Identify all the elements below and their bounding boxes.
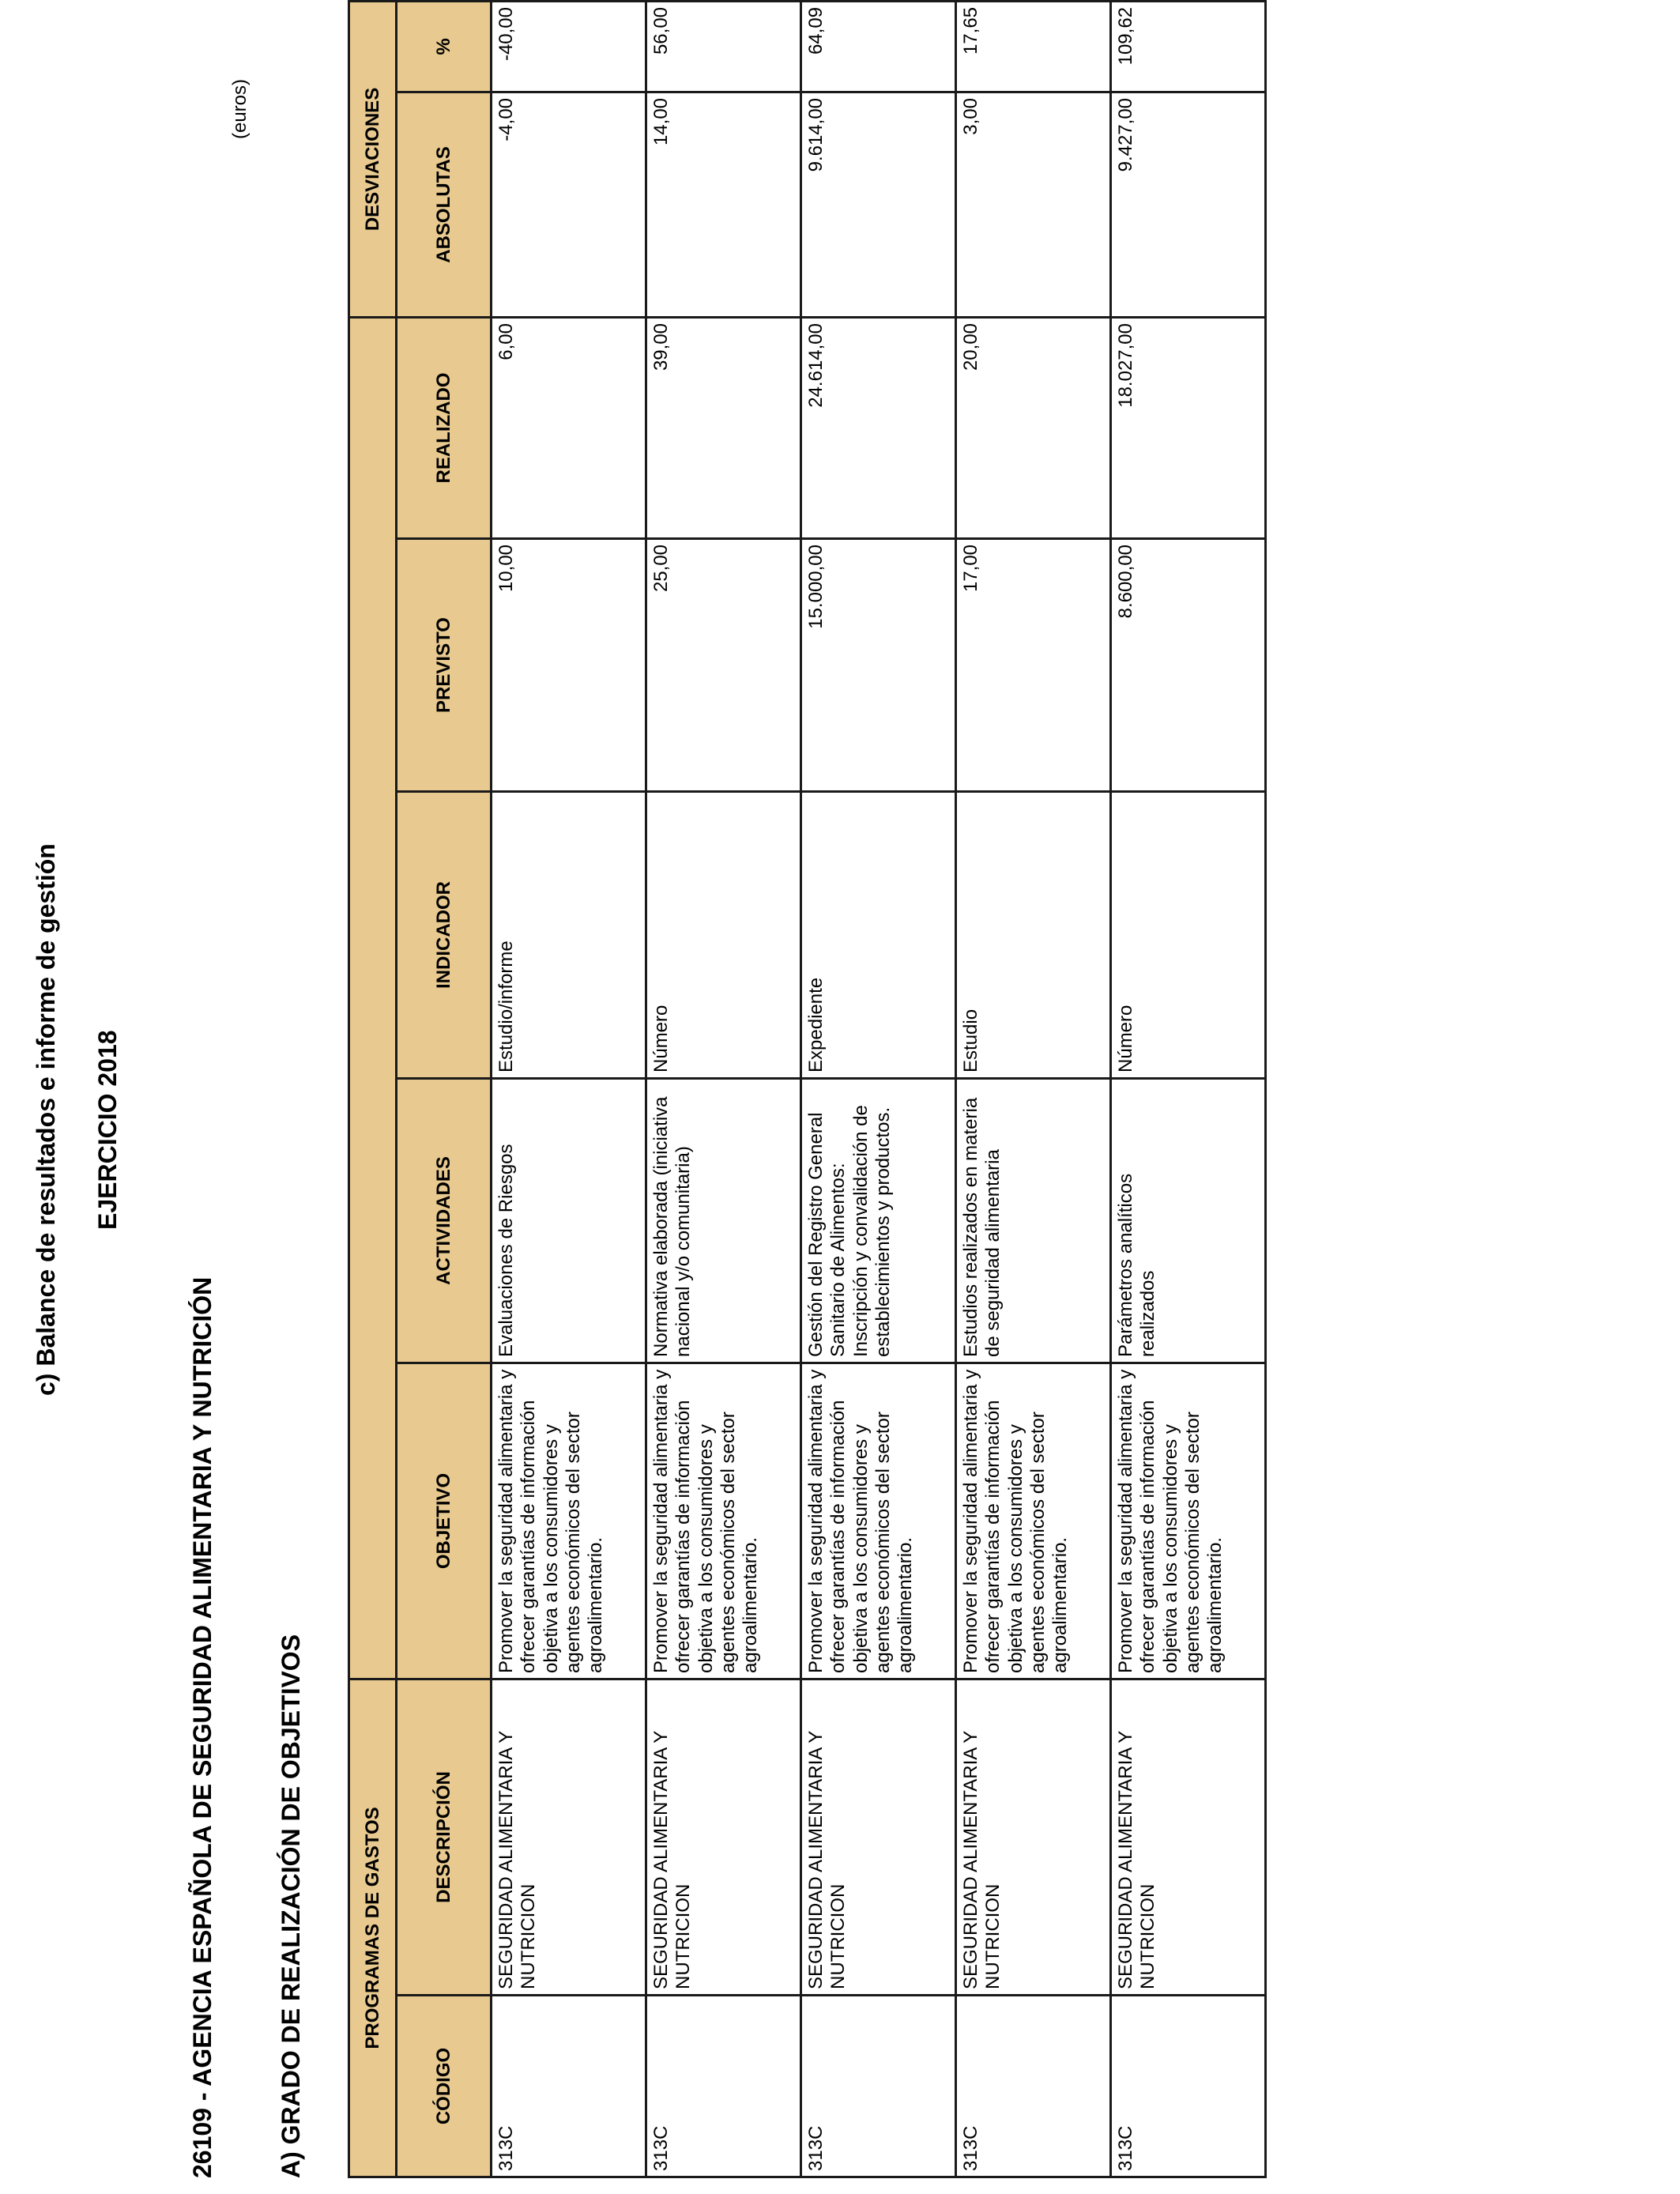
cell-percent: 56,00	[646, 1, 801, 92]
column-header-planned: PREVISTO	[397, 538, 492, 791]
cell-indicator: Número	[1111, 791, 1266, 1078]
column-header-row	[397, 1, 492, 2177]
cell-code: 313C	[956, 1996, 1111, 2177]
cell-objective: Promover la seguridad alimentaria y ofrecer garantías de información objetiva a los consumidores y agentes económicos del sector agroalimentario.	[646, 1363, 801, 1679]
table-row	[492, 1, 646, 2177]
column-header-description: DESCRIPCIÓN	[397, 1679, 492, 1995]
cell-activity: Parámetros analíticos realizados	[1111, 1078, 1266, 1363]
cell-planned: 15.000,00	[801, 538, 956, 791]
cell-absolute: 9.427,00	[1111, 92, 1266, 317]
cell-indicator: Estudio	[956, 791, 1111, 1078]
section-title: A) GRADO DE REALIZACIÓN DE OBJETIVOS	[277, 1634, 305, 2178]
cell-description: SEGURIDAD ALIMENTARIA Y NUTRICION	[801, 1679, 956, 1995]
table-row	[801, 1, 956, 2177]
cell-code: 313C	[492, 1996, 646, 2177]
cell-absolute: -4,00	[492, 92, 646, 317]
cell-percent: 109,62	[1111, 1, 1266, 92]
cell-absolute: 9.614,00	[801, 92, 956, 317]
cell-absolute: 3,00	[956, 92, 1111, 317]
cell-objective: Promover la seguridad alimentaria y ofrecer garantías de información objetiva a los consumidores y agentes económicos del sector agroalimentario.	[492, 1363, 646, 1679]
group-header-spacer	[349, 317, 397, 1679]
cell-description: SEGURIDAD ALIMENTARIA Y NUTRICION	[646, 1679, 801, 1995]
cell-percent: -40,00	[492, 1, 646, 92]
cell-achieved: 20,00	[956, 317, 1111, 538]
cell-description: SEGURIDAD ALIMENTARIA Y NUTRICION	[1111, 1679, 1266, 1995]
cell-indicator: Número	[646, 791, 801, 1078]
column-header-code: CÓDIGO	[397, 1996, 492, 2177]
cell-activity: Gestión del Registro General Sanitario de Alimentos: Inscripción y convalidación de establecimientos y productos.	[801, 1078, 956, 1363]
cell-code: 313C	[801, 1996, 956, 2177]
entity-title: 26109 - AGENCIA ESPAÑOLA DE SEGURIDAD ALIMENTARIA Y NUTRICIÓN	[188, 1276, 217, 2178]
report-title: c) Balance de resultados e informe de gestión	[32, 843, 60, 1396]
fiscal-year: EJERCICIO 2018	[93, 1030, 122, 1230]
cell-objective: Promover la seguridad alimentaria y ofrecer garantías de información objetiva a los consumidores y agentes económicos del sector agroalimentario.	[956, 1363, 1111, 1679]
cell-description: SEGURIDAD ALIMENTARIA Y NUTRICION	[492, 1679, 646, 1995]
table-row	[646, 1, 801, 2177]
cell-planned: 8.600,00	[1111, 538, 1266, 791]
units-label: (euros)	[229, 78, 250, 139]
cell-code: 313C	[1111, 1996, 1266, 2177]
group-header-programs: PROGRAMAS DE GASTOS	[349, 1679, 397, 2177]
table-row	[1111, 1, 1266, 2177]
cell-activity: Estudios realizados en materia de seguridad alimentaria	[956, 1078, 1111, 1363]
table-row	[956, 1, 1111, 2177]
cell-achieved: 24.614,00	[801, 317, 956, 538]
cell-achieved: 6,00	[492, 317, 646, 538]
cell-achieved: 18.027,00	[1111, 317, 1266, 538]
column-header-activities: ACTIVIDADES	[397, 1078, 492, 1363]
group-header-row	[349, 1, 397, 2177]
column-header-percent: %	[397, 1, 492, 92]
cell-indicator: Estudio/informe	[492, 791, 646, 1078]
cell-description: SEGURIDAD ALIMENTARIA Y NUTRICION	[956, 1679, 1111, 1995]
column-header-achieved: REALIZADO	[397, 317, 492, 538]
column-header-absolute: ABSOLUTAS	[397, 92, 492, 317]
objectives-table	[348, 0, 1267, 2178]
cell-percent: 17,65	[956, 1, 1111, 92]
cell-percent: 64,09	[801, 1, 956, 92]
cell-absolute: 14,00	[646, 92, 801, 317]
cell-objective: Promover la seguridad alimentaria y ofrecer garantías de información objetiva a los consumidores y agentes económicos del sector agroalimentario.	[801, 1363, 956, 1679]
cell-achieved: 39,00	[646, 317, 801, 538]
cell-code: 313C	[646, 1996, 801, 2177]
column-header-indicator: INDICADOR	[397, 791, 492, 1078]
cell-planned: 17,00	[956, 538, 1111, 791]
column-header-objective: OBJETIVO	[397, 1363, 492, 1679]
cell-activity: Normativa elaborada (iniciativa nacional y/o comunitaria)	[646, 1078, 801, 1363]
cell-planned: 25,00	[646, 538, 801, 791]
cell-activity: Evaluaciones de Riesgos	[492, 1078, 646, 1363]
cell-objective: Promover la seguridad alimentaria y ofrecer garantías de información objetiva a los consumidores y agentes económicos del sector agroalimentario.	[1111, 1363, 1266, 1679]
cell-indicator: Expediente	[801, 791, 956, 1078]
cell-planned: 10,00	[492, 538, 646, 791]
group-header-deviations: DESVIACIONES	[349, 1, 397, 317]
